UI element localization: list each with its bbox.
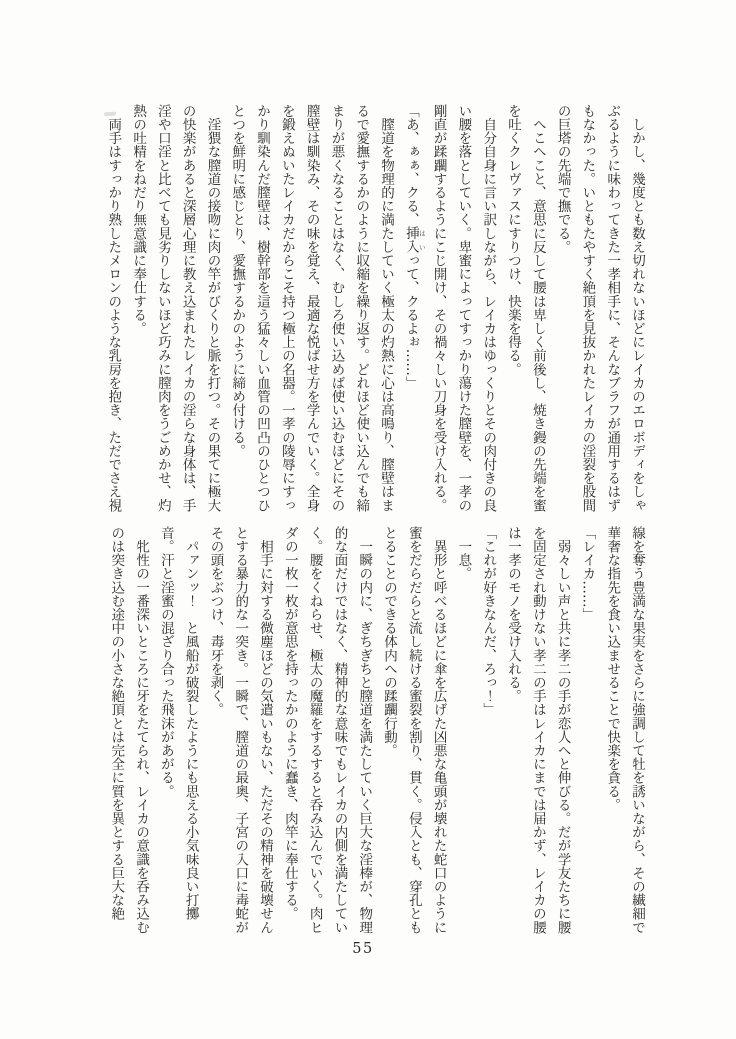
text-column: の快楽があると深層心理に教え込まれたレイカの淫らな身体は、手	[179, 104, 196, 512]
text-column: の巨塔の先端で撫でる。	[554, 104, 571, 254]
text-column: 膣壁は馴染み、その味を覚え、最適な悦ばせ方を学んでいく。全身	[303, 104, 320, 512]
text-column: とることのできる体内への蹂躙行動。	[381, 526, 398, 758]
text-column: 一瞬の内に、ぎちぎちと膣道を満たしていく巨大な淫棒が、物理	[356, 526, 373, 934]
text-column: かり馴染んだ膣壁は、樹幹部を這う猛々しい血管の凹凸のひとつひ	[254, 104, 271, 512]
text-column: 線を奪う豊満な果実をさらに強調して牡を誘いながら、その繊細で	[629, 526, 645, 934]
text-column: 華奢な指先を食い込ませることで快楽を貪る。	[604, 526, 621, 812]
text-column: のは突き込む途中の小さな絶頂とは完全に質を異とする巨大な絶	[108, 526, 125, 921]
text-column: とつを鮮明に感じとり、愛撫するかのように締め付ける。	[229, 104, 246, 458]
text-column: 一息。	[455, 526, 472, 581]
text-column: 的な面だけではなく、精神的な意味でもレイカの内側を満たしてい	[331, 526, 348, 934]
text-column: 異形と呼べるほどに傘を広げた凶悪な亀頭が壊れた蛇口のように	[430, 526, 447, 934]
text-column: へこへこと、意思に反して腰は卑しく前後し、焼き鏝の先端を蜜	[529, 104, 546, 512]
page-number: 55	[352, 941, 374, 957]
text-column: るで愛撫するかのように収縮を繰り返す。どれほど使い込んでも締	[353, 104, 370, 512]
text-column: 「これが好きなんだ、ろっ！」	[480, 526, 497, 717]
text-column: を吐くクレヴァスにすりつけ、快楽を得る。	[505, 104, 522, 376]
lower-text-block	[103, 526, 649, 932]
ruby-annotated-word: 挿入 はい	[402, 226, 426, 254]
upper-text-block	[100, 104, 649, 510]
text-column: 「あ、ぁぁ、クる、挿入 はいって、クるよぉ……」	[402, 104, 426, 390]
text-column: 淫や口淫と比べても見劣りしないほど巧みに膣肉をうごめかせ、灼	[154, 104, 171, 512]
text-column: しかし、幾度とも数え切れないほどにレイカのエロボディをしゃ	[629, 104, 645, 512]
text-column: は一孝のモノを受け入れる。	[505, 526, 522, 703]
text-column: 相手に対する微塵ほどの気遣いもない、ただその精神を破壊せん	[257, 526, 274, 934]
text-column: 「レイカ……」	[579, 526, 596, 622]
text-column: く。腰をくねらせ、極太の魔羅をするすると呑み込んでいく。肉ヒ	[306, 526, 323, 934]
text-column: い腰を落としていく。卑蜜によってすっかり蕩けた膣壁を、一孝の	[455, 104, 472, 512]
text-column: ダの一枚一枚が意思を持ったかのように蠢き、肉竿に奉仕する。	[281, 526, 298, 921]
text-column: を鍛えぬいたレイカだからこそ持つ極上の名器。一孝の陵辱にすっ	[278, 104, 295, 512]
text-column: 淫猥な膣道の接吻に肉の竿がびくりと脈を打つ。その果てに極大	[204, 104, 221, 512]
text-column: 剛直が蹂躙するようにこじ開け、その禍々しい刀身を受け入れる。	[430, 104, 447, 512]
text-column: 牝性の一番深いところに牙をたてられ、レイカの意識を呑み込む	[133, 526, 150, 934]
text-column: 蜜をだらだらと流し続ける蜜裂を割り、貫く。侵入とも、穿孔とも	[405, 526, 422, 934]
text-column: 熱の吐精をねだり無意識に奉仕する。	[130, 104, 147, 336]
text-column: を固定され動けない孝二の手はレイカにまでは届かず、レイカの腰	[529, 526, 546, 934]
text-column: パァンッ！ と風船が破裂したようにも思える小気味良い打擲	[182, 526, 199, 921]
text-column: 弱々しい声と共に孝二の手が恋人へと伸びる。だが学友たちに腰	[554, 526, 571, 934]
text-column: 音。汗と淫蜜の混ざり合った飛沫があがる。	[157, 526, 174, 798]
text-column: その頭をぶつけ、毒牙を剥く。	[207, 526, 224, 717]
text-column: ぶるように味わってきた一孝相手に、そんなブラフが通用するはず	[604, 104, 621, 512]
text-column: もなかった。いともたやすく絶頂を見抜かれたレイカの淫裂を股間	[579, 104, 596, 512]
text-column: 自分自身に言い訳しながら、レイカはゆっくりとその肉付きの良	[480, 104, 497, 512]
text-column: 両手はすっかり熟したメロンのような乳房を抱き、ただでさえ視	[105, 104, 122, 512]
text-column: 膣道を物理的に満たしていく極太の灼熱に心は高鳴り、膣壁はま	[378, 104, 395, 512]
text-column: とする暴力的な一突き。一瞬で、膣道の最奥、子宮の入口に毒蛇が	[232, 526, 249, 934]
text-column: まりが悪くなることはなく、むしろ使い込めば使い込むほどにその	[328, 104, 345, 512]
